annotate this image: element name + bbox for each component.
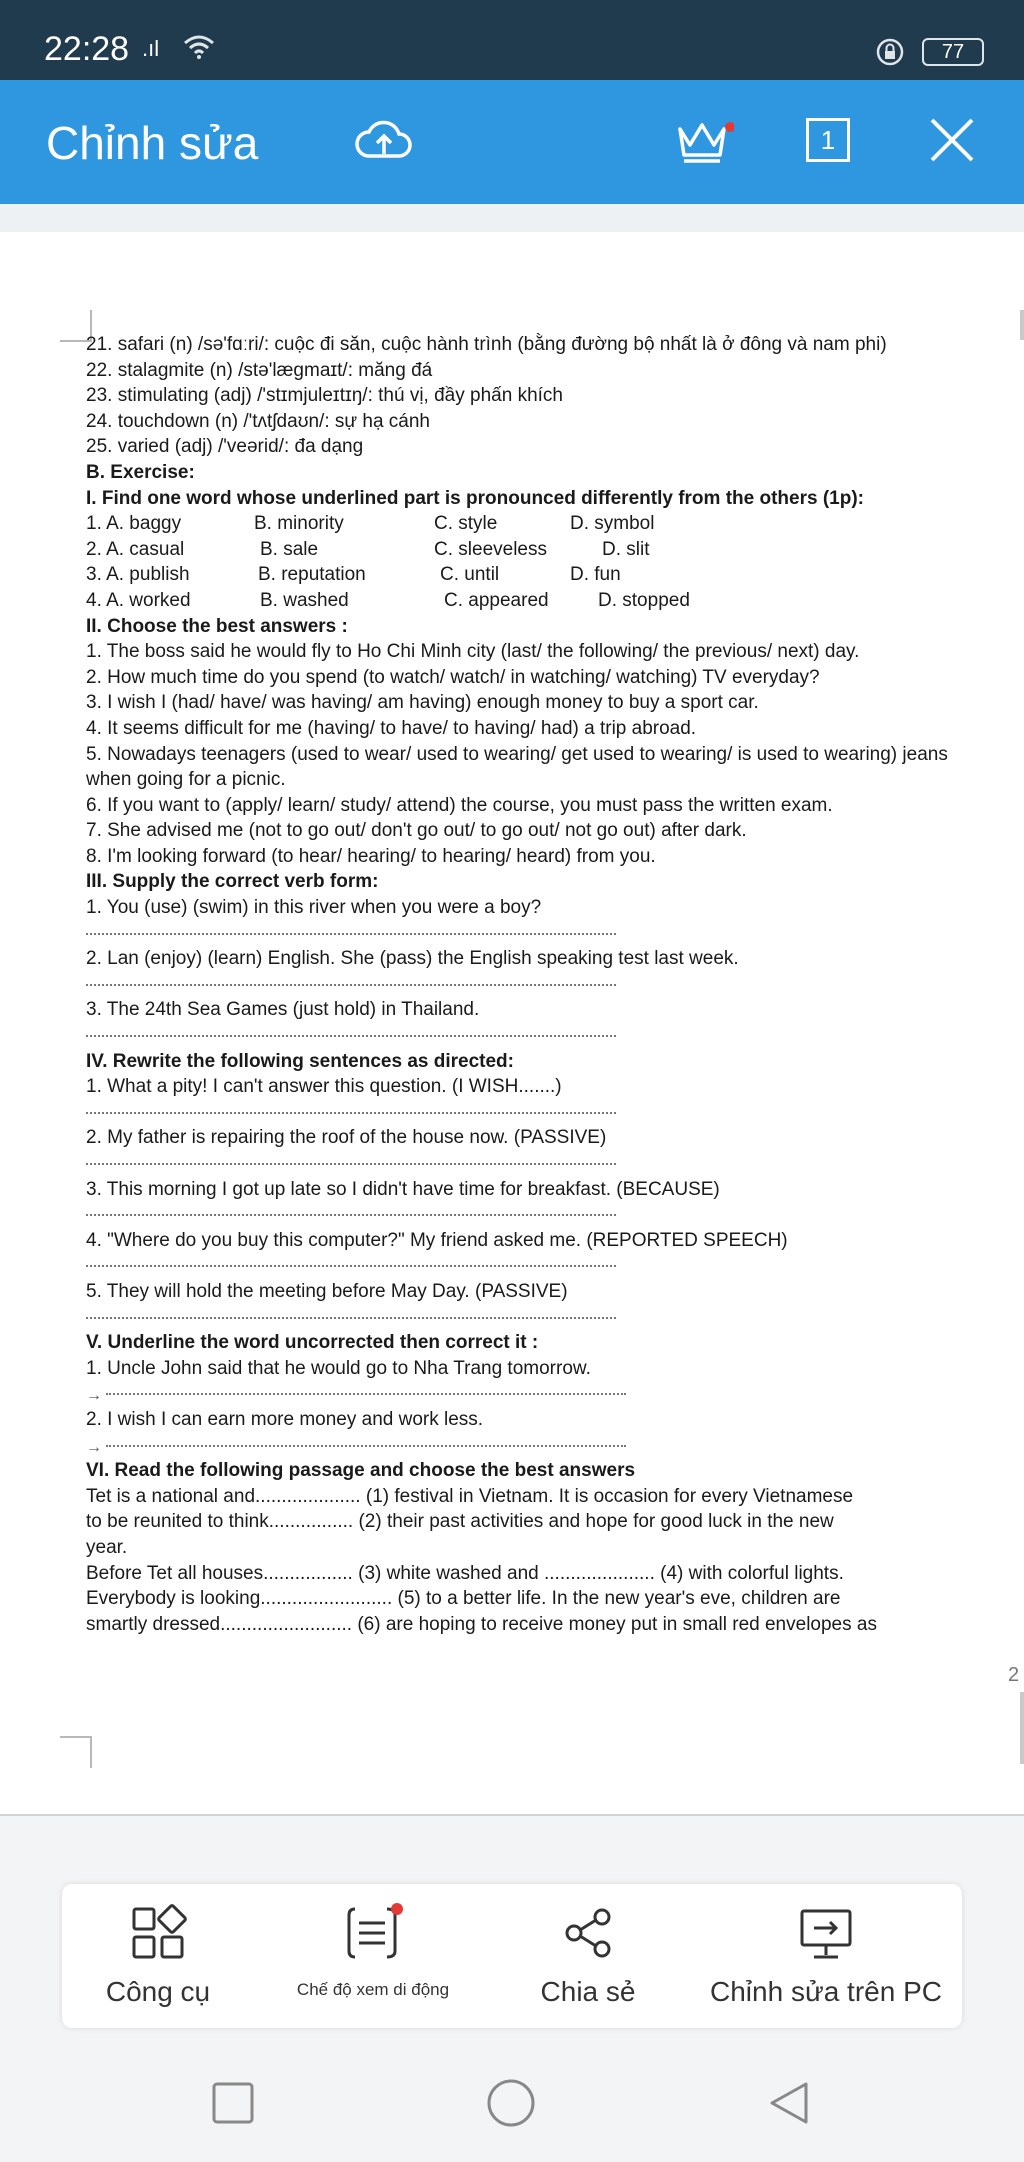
question: 4. It seems difficult for me (having/ to have/ to having/ had) a trip abroad.	[86, 717, 697, 739]
option: D. symbol	[570, 513, 655, 535]
tools-button[interactable]	[78, 1900, 238, 2020]
option: B. minority	[254, 513, 344, 535]
answer-line	[86, 1381, 1022, 1407]
arrow-icon: →	[86, 1438, 102, 1456]
question: 3. The 24th Sea Games (just hold) in Thailand.	[86, 999, 480, 1021]
bottom-toolbar	[62, 1884, 962, 2028]
status-time: 22:28	[44, 30, 130, 68]
question: 5. They will hold the meeting before May Day. (PASSIVE)	[86, 1280, 568, 1302]
system-nav-bar	[0, 2046, 1024, 2162]
vocab-line: 21. safari (n) /sə'fɑːri/: cuộc đi săn, cuộc hành trình (bằng đường bộ nhất là ở đông và nam phi)	[86, 334, 887, 355]
edit-on-pc-button[interactable]	[708, 1900, 944, 2020]
edit-on-pc-label: Chỉnh sửa trên PC	[710, 1976, 942, 2007]
option: B. sale	[260, 538, 319, 560]
answer-line	[86, 972, 1022, 998]
page-edge-mark	[1020, 1692, 1024, 1764]
answer-line	[86, 1100, 1022, 1126]
bottom-panel	[0, 1816, 1024, 2162]
section-heading: IV. Rewrite the following sentences as directed:	[86, 1050, 514, 1072]
question: 3. I wish I (had/ have/ was having/ am having) enough money to buy a sport car.	[86, 692, 759, 714]
page-number: 2	[1008, 1664, 1020, 1686]
arrow-icon: →	[86, 1387, 102, 1405]
answer-line	[86, 921, 1022, 947]
question: 2. How much time do you spend (to watch/ watch/ in watching/ watching) TV everyday?	[86, 666, 820, 688]
question: 8. I'm looking forward (to hear/ hearing/ to hearing/ heard) from you.	[86, 845, 656, 867]
wifi-icon	[183, 34, 215, 60]
battery-icon: 77	[922, 38, 984, 66]
section-heading: III. Supply the correct verb form:	[86, 871, 379, 893]
question: 3. This morning I got up late so I didn't have time for breakfast. (BECAUSE)	[86, 1178, 720, 1200]
mobile-view-icon	[341, 1901, 405, 1965]
answer-line	[86, 1433, 1022, 1459]
document-page[interactable]	[0, 232, 1024, 1818]
question: 1. Uncle John said that he would go to Nha Trang tomorrow.	[86, 1357, 591, 1379]
mobile-view-label: Chế độ xem di động	[296, 1980, 450, 1999]
option: 1. A. baggy	[86, 513, 182, 535]
document-content	[86, 332, 1022, 1637]
option-row	[86, 562, 1022, 588]
back-icon[interactable]	[764, 2078, 814, 2128]
cloud-upload-icon[interactable]	[352, 108, 416, 172]
option: B. washed	[260, 589, 349, 611]
option-row	[86, 511, 1022, 537]
answer-line	[86, 1151, 1022, 1177]
question: 7. She advised me (not to go out/ don't go out/ to go out/ not go out) after dark.	[86, 820, 747, 842]
status-bar	[0, 0, 1024, 80]
question: 6. If you want to (apply/ learn/ study/ attend) the course, you must pass the written exam.	[86, 794, 833, 816]
option: C. style	[434, 513, 498, 535]
option: B. reputation	[258, 564, 366, 586]
answer-line	[86, 1202, 1022, 1228]
premium-crown-icon[interactable]	[672, 108, 736, 172]
share-button[interactable]	[518, 1900, 658, 2020]
option: D. stopped	[598, 589, 690, 611]
tools-label: Công cụ	[105, 1976, 211, 2007]
vocab-line: 25. varied (adj) /'veərid/: đa dạng	[86, 436, 364, 458]
passage-line: Everybody is looking......................... (5) to a better life. In the new year's eve, children are	[86, 1588, 841, 1610]
question: 5. Nowadays teenagers (used to wear/ used to wearing/ get used to wearing/ is used to wearing) jeans when going for a picnic.	[86, 743, 948, 791]
exercise-heading: B. Exercise:	[86, 461, 195, 483]
option: D. slit	[602, 538, 650, 560]
page-corner-mark	[60, 1736, 92, 1768]
option: C. sleeveless	[434, 538, 547, 560]
share-label: Chia sẻ	[540, 1976, 636, 2007]
passage-line: year.	[86, 1536, 128, 1558]
section-heading: II. Choose the best answers :	[86, 615, 348, 637]
mobile-view-button[interactable]	[288, 1900, 458, 2020]
option: C. until	[440, 564, 500, 586]
page-title: Chỉnh sửa	[46, 117, 259, 169]
lock-rotation-icon	[876, 38, 904, 66]
top-toolbar	[0, 80, 1024, 204]
section-heading: I. Find one word whose underlined part is pronounced differently from the others (1p):	[86, 487, 864, 509]
home-icon[interactable]	[486, 2078, 536, 2128]
option: 2. A. casual	[86, 538, 185, 560]
option: 3. A. publish	[86, 564, 190, 586]
question: 2. I wish I can earn more money and work less.	[86, 1408, 484, 1430]
page-count-button[interactable]	[796, 108, 860, 172]
section-heading: V. Underline the word uncorrected then correct it :	[86, 1332, 539, 1354]
recent-apps-icon[interactable]	[208, 2078, 258, 2128]
passage-line: to be reunited to think................ (2) their past activities and hope for good luck in the new	[86, 1511, 834, 1533]
answer-line	[86, 1305, 1022, 1331]
option-row	[86, 537, 1022, 563]
passage-line: smartly dressed......................... (6) are hoping to receive money put in small red envelopes as	[86, 1613, 877, 1635]
option: D. fun	[570, 564, 621, 586]
answer-line	[86, 1023, 1022, 1049]
desktop-icon	[794, 1903, 858, 1963]
page-count: 1	[806, 118, 850, 162]
signal-icon: .ıl	[142, 36, 160, 61]
answer-line	[86, 1253, 1022, 1279]
toolbar-divider	[0, 204, 1024, 234]
passage-line: Tet is a national and.................... (1) festival in Vietnam. It is occasion for every Vietnamese	[86, 1485, 854, 1507]
question: 4. "Where do you buy this computer?" My friend asked me. (REPORTED SPEECH)	[86, 1229, 788, 1251]
question: 2. Lan (enjoy) (learn) English. She (pass) the English speaking test last week.	[86, 948, 739, 970]
tools-icon	[128, 1903, 188, 1963]
question: 1. You (use) (swim) in this river when you were a boy?	[86, 897, 542, 919]
passage-line: Before Tet all houses................. (3) white washed and ..................... (4) with colorful lights.	[86, 1562, 844, 1584]
vocab-line: 23. stimulating (adj) /'stɪmjuleɪtɪŋ/: thú vị, đầy phấn khích	[86, 385, 563, 407]
option: C. appeared	[444, 589, 549, 611]
option-row	[86, 588, 1022, 614]
vocab-line: 22. stalagmite (n) /stə'læɡmaɪt/: măng đá	[86, 359, 433, 381]
question: 1. What a pity! I can't answer this question. (I WISH.......)	[86, 1076, 562, 1098]
question: 1. The boss said he would fly to Ho Chi Minh city (last/ the following/ the previous/ next) day.	[86, 641, 860, 663]
close-icon[interactable]	[920, 108, 984, 172]
share-icon	[558, 1903, 618, 1963]
vocab-line: 24. touchdown (n) /'tʌtʃdaʊn/: sự hạ cánh	[86, 410, 431, 432]
question: 2. My father is repairing the roof of the house now. (PASSIVE)	[86, 1127, 607, 1149]
option: 4. A. worked	[86, 589, 191, 611]
section-heading: VI. Read the following passage and choose the best answers	[86, 1460, 636, 1482]
